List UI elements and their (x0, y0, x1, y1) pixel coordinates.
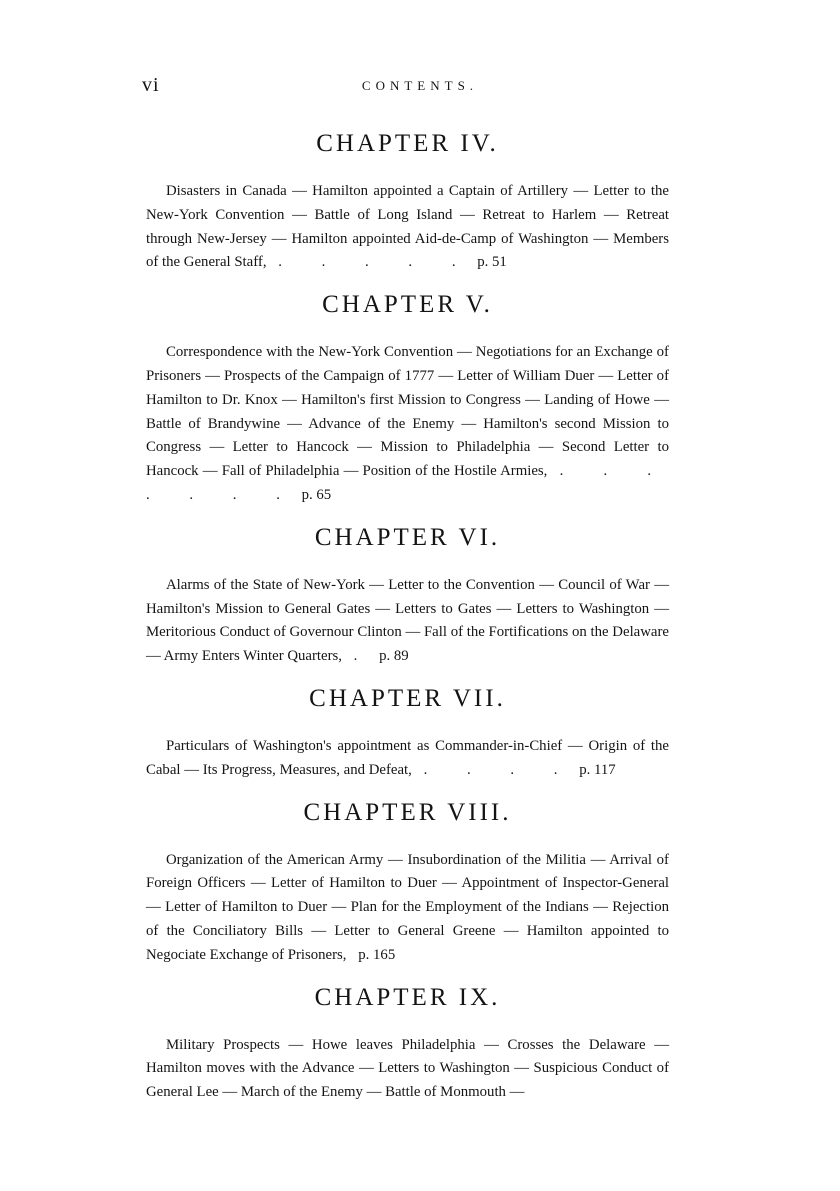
chapter-summary (146, 735, 669, 783)
page-reference: p. 89 (379, 648, 409, 665)
chapter-summary (146, 341, 669, 508)
chapter-heading: CHAPTER IV. (316, 130, 499, 157)
leader-dots (524, 1084, 532, 1100)
leader-dots: . . . . . (278, 254, 474, 271)
chapter-entry (146, 797, 669, 968)
chapter-summary-text: Particulars of Washington's appointment as Commander-in-Chief — Origin of the Cabal — Its Progress, Measures, and Defeat, (146, 737, 669, 778)
chapter-heading: CHAPTER V. (322, 291, 493, 319)
page-number: vi (142, 74, 160, 96)
chapter-summary (146, 849, 669, 968)
chapter-summary-text: Correspondence with the New-York Convention — Negotiations for an Exchange of Prisoners — Prospects of the Campaign of 1777 — Letter of William Duer — Letter of Hamilton to Dr. Knox — Hamilton's first Mission to Congress — Landing of Howe — Battle of Brandywine — Advance of the Enemy — Hamilton's second Mission to Congress — Letter to Hancock — Mission to Philadelphia — Second Letter to Hancock — Fall of Philadelphia — Position of the Hostile Armies, (146, 344, 669, 480)
chapter-summary (146, 1034, 669, 1105)
chapter-summary-text: Alarms of the State of New-York — Letter to the Convention — Council of War — Hamilton's Mission to General Gates — Letters to Gates — Letters to Washington — Meritorious Conduct of Governour Clinton — Fall of the Fortifications on the Delaware — Army Enters Winter Quarters, (146, 576, 669, 665)
chapter-summary (146, 180, 669, 275)
chapter-heading: CHAPTER VI. (314, 523, 501, 551)
running-head (0, 74, 840, 98)
chapter-heading: CHAPTER IX. (314, 983, 501, 1011)
running-title: CONTENTS. (361, 78, 479, 93)
chapter-heading: CHAPTER VIII. (303, 798, 512, 826)
page-reference: p. 65 (301, 486, 332, 503)
chapter-entry (146, 289, 669, 508)
chapter-summary-text: Military Prospects — Howe leaves Philadelphia — Crosses the Delaware — Hamilton moves with the Advance — Letters to Washington — Suspicious Conduct of General Lee — March of the Enemy — Battle of Monmouth — (146, 1036, 669, 1101)
leader-dots: . . . . (423, 761, 576, 778)
chapter-entry (146, 128, 669, 275)
leader-dots: . . . . . . . (146, 463, 670, 503)
chapter-entry (146, 982, 669, 1105)
chapter-summary-text: Disasters in Canada — Hamilton appointed a Captain of Artillery — Letter to the New-York Convention — Battle of Long Island — Retreat to Harlem — Retreat through New-Jersey — Hamilton appointed Aid-de-Camp of Washington — Members of the General Staff, (146, 183, 669, 271)
chapter-summary (146, 574, 669, 669)
page-reference: p. 165 (358, 946, 396, 963)
chapter-entry (146, 522, 669, 669)
page-reference: p. 117 (579, 761, 616, 778)
page-reference: p. 51 (477, 254, 507, 271)
contents-list (146, 128, 669, 1119)
chapter-summary-text: Organization of the American Army — Insubordination of the Militia — Arrival of Foreign Officers — Letter of Hamilton to Duer — Appointment of Inspector-General — Letter of Hamilton to Duer — Plan for the Employment of the Indians — Rejection of the Conciliatory Bills — Letter to General Greene — Hamilton appointed to Negociate Exchange of Prisoners, (146, 851, 669, 963)
chapter-entry (146, 683, 669, 783)
chapter-heading: CHAPTER VII. (309, 684, 506, 712)
leader-dots: . (353, 648, 376, 665)
